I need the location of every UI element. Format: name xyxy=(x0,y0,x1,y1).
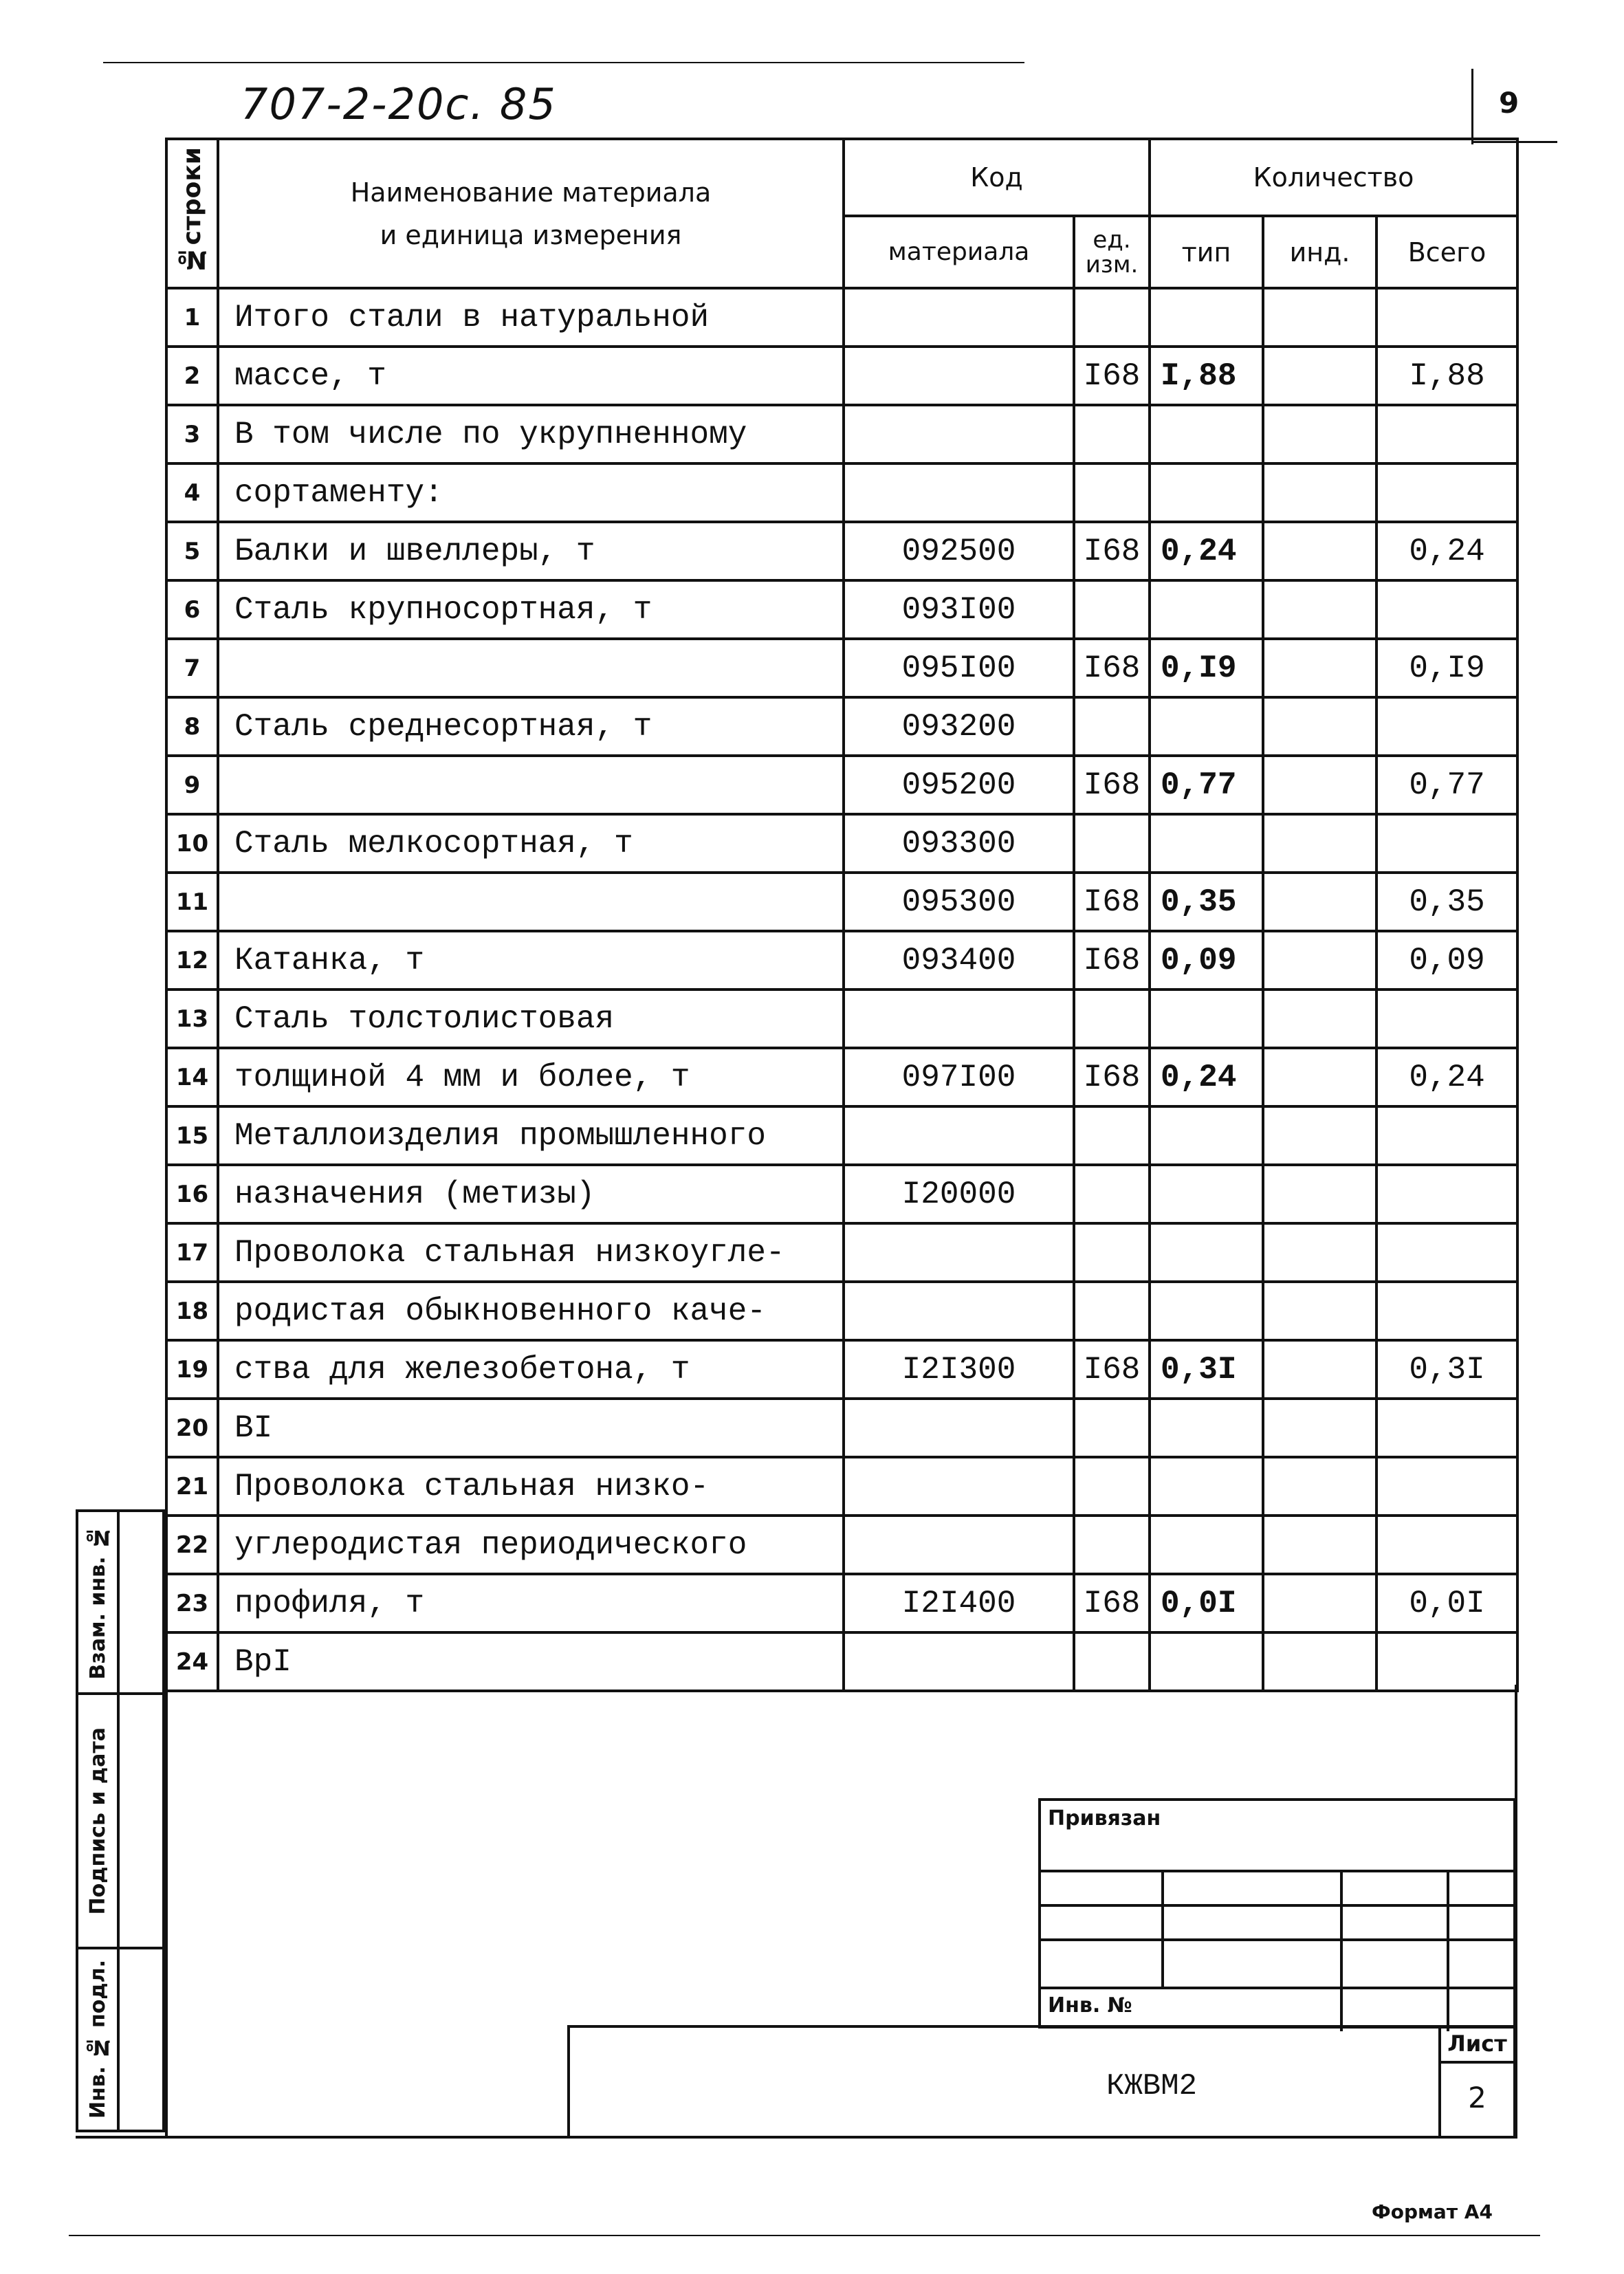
quantity-typ-cell: 0,35 xyxy=(1150,873,1263,931)
row-number-cell: 22 xyxy=(166,1516,218,1574)
margin-label-podpis: Подпись и дата xyxy=(85,1727,110,1915)
table-row xyxy=(166,463,1517,522)
unit-code-cell: I68 xyxy=(1074,347,1150,405)
quantity-total-cell xyxy=(1376,990,1517,1048)
row-number-cell: 21 xyxy=(166,1457,218,1516)
margin-label-inv-podl: Инв. № подл. xyxy=(85,1960,110,2119)
material-code-cell xyxy=(844,1516,1074,1574)
unit-code-cell xyxy=(1074,1516,1150,1574)
quantity-total-cell xyxy=(1376,1457,1517,1516)
quantity-total-cell xyxy=(1376,405,1517,463)
material-name-cell: профиля, т xyxy=(218,1574,844,1632)
quantity-typ-cell xyxy=(1150,463,1263,522)
row-number-cell: 13 xyxy=(166,990,218,1048)
quantity-total-cell xyxy=(1376,697,1517,756)
material-code-cell xyxy=(844,1457,1074,1516)
material-name-cell: ства для железобетона, т xyxy=(218,1340,844,1399)
material-code-cell xyxy=(844,990,1074,1048)
row-number-cell: 20 xyxy=(166,1399,218,1457)
table-row xyxy=(166,1516,1517,1574)
materials-table xyxy=(165,138,1519,1692)
unit-code-cell xyxy=(1074,405,1150,463)
material-name-cell xyxy=(218,639,844,697)
table-row xyxy=(166,1632,1517,1691)
table-row xyxy=(166,639,1517,697)
material-code-cell: I2I400 xyxy=(844,1574,1074,1632)
sheet-number: 2 xyxy=(1468,2081,1486,2114)
material-name-cell: Итого стали в натуральной xyxy=(218,288,844,347)
quantity-ind-cell xyxy=(1263,1223,1376,1282)
quantity-ind-cell xyxy=(1263,639,1376,697)
header-unit: ед. изм. xyxy=(1074,216,1150,288)
material-code-cell: 092500 xyxy=(844,522,1074,580)
inv-number-label: Инв. № xyxy=(1048,1993,1132,2018)
row-number-cell: 16 xyxy=(166,1165,218,1223)
row-number-cell: 2 xyxy=(166,347,218,405)
unit-code-cell: I68 xyxy=(1074,639,1150,697)
quantity-ind-cell xyxy=(1263,1340,1376,1399)
quantity-typ-cell xyxy=(1150,580,1263,639)
material-code-cell: 093400 xyxy=(844,931,1074,990)
row-number-cell: 17 xyxy=(166,1223,218,1282)
quantity-total-cell: 0,09 xyxy=(1376,931,1517,990)
row-number-cell: 1 xyxy=(166,288,218,347)
material-name-cell xyxy=(218,756,844,814)
quantity-typ-cell: 0,I9 xyxy=(1150,639,1263,697)
quantity-ind-cell xyxy=(1263,697,1376,756)
unit-code-cell xyxy=(1074,1632,1150,1691)
material-name-cell: назначения (метизы) xyxy=(218,1165,844,1223)
quantity-total-cell xyxy=(1376,1223,1517,1282)
row-number-cell: 6 xyxy=(166,580,218,639)
privyazan-rule-3 xyxy=(1041,1938,1513,1941)
title-stamp xyxy=(567,2025,1516,2139)
quantity-typ-cell xyxy=(1150,990,1263,1048)
quantity-total-cell: I,88 xyxy=(1376,347,1517,405)
header-quantity-group: Количество xyxy=(1150,139,1517,216)
document-number: 707-2-20c. 85 xyxy=(241,79,557,129)
material-name-cell: Проволока стальная низкоугле- xyxy=(218,1223,844,1282)
material-name-cell: углеродистая периодического xyxy=(218,1516,844,1574)
material-name-cell: Балки и швеллеры, т xyxy=(218,522,844,580)
unit-code-cell xyxy=(1074,1223,1150,1282)
quantity-total-cell xyxy=(1376,288,1517,347)
unit-code-cell: I68 xyxy=(1074,873,1150,931)
material-code-cell xyxy=(844,1106,1074,1165)
quantity-total-cell xyxy=(1376,1282,1517,1340)
row-number-cell: 10 xyxy=(166,814,218,873)
privyazan-rule-1 xyxy=(1041,1870,1513,1872)
table-row xyxy=(166,990,1517,1048)
table-row xyxy=(166,347,1517,405)
table-row xyxy=(166,873,1517,931)
sheet-corner-number: 9 xyxy=(1499,86,1519,120)
quantity-typ-cell: 0,77 xyxy=(1150,756,1263,814)
quantity-ind-cell xyxy=(1263,990,1376,1048)
material-name-cell: Сталь толстолистовая xyxy=(218,990,844,1048)
quantity-ind-cell xyxy=(1263,1399,1376,1457)
unit-code-cell xyxy=(1074,1282,1150,1340)
material-name-cell: Проволока стальная низко- xyxy=(218,1457,844,1516)
privyazan-col-3 xyxy=(1447,1870,1449,2031)
quantity-total-cell: 0,3I xyxy=(1376,1340,1517,1399)
row-number-cell: 12 xyxy=(166,931,218,990)
row-number-cell: 23 xyxy=(166,1574,218,1632)
material-name-cell xyxy=(218,873,844,931)
unit-code-cell xyxy=(1074,990,1150,1048)
material-code-cell: 095300 xyxy=(844,873,1074,931)
row-number-cell: 5 xyxy=(166,522,218,580)
quantity-typ-cell: 0,09 xyxy=(1150,931,1263,990)
bottom-page-line xyxy=(69,2235,1540,2236)
material-code-cell xyxy=(844,405,1074,463)
quantity-ind-cell xyxy=(1263,580,1376,639)
table-row xyxy=(166,1048,1517,1106)
unit-code-cell xyxy=(1074,1106,1150,1165)
quantity-typ-cell: I,88 xyxy=(1150,347,1263,405)
material-code-cell xyxy=(844,288,1074,347)
quantity-ind-cell xyxy=(1263,814,1376,873)
margin-label-vzam: Взам. инв. № xyxy=(85,1524,110,1680)
unit-code-cell xyxy=(1074,1165,1150,1223)
quantity-ind-cell xyxy=(1263,756,1376,814)
quantity-total-cell xyxy=(1376,1106,1517,1165)
unit-code-cell: I68 xyxy=(1074,522,1150,580)
material-code-cell xyxy=(844,463,1074,522)
row-number-cell: 19 xyxy=(166,1340,218,1399)
table-row xyxy=(166,1340,1517,1399)
format-label: Формат А4 xyxy=(1372,2200,1493,2223)
margin-cell-vzam xyxy=(76,1509,165,1695)
quantity-ind-cell xyxy=(1263,347,1376,405)
quantity-ind-cell xyxy=(1263,931,1376,990)
row-number-cell: 7 xyxy=(166,639,218,697)
quantity-total-cell: 0,I9 xyxy=(1376,639,1517,697)
table-row xyxy=(166,1574,1517,1632)
table-row xyxy=(166,405,1517,463)
header-material: материала xyxy=(844,216,1074,288)
header-code-group: Код xyxy=(844,139,1150,216)
material-name-cell: родистая обыкновенного каче- xyxy=(218,1282,844,1340)
privyazan-rule-4 xyxy=(1041,1987,1513,1989)
quantity-total-cell xyxy=(1376,814,1517,873)
quantity-typ-cell xyxy=(1150,1282,1263,1340)
corner-divider xyxy=(1471,69,1473,144)
margin-cell-podpis xyxy=(76,1692,165,1949)
frame-bottom-line xyxy=(76,2136,571,2139)
table-row xyxy=(166,1106,1517,1165)
left-binding-margin xyxy=(76,1509,165,2128)
quantity-ind-cell xyxy=(1263,522,1376,580)
quantity-total-cell xyxy=(1376,1165,1517,1223)
unit-code-cell: I68 xyxy=(1074,1574,1150,1632)
material-code-cell: 093I00 xyxy=(844,580,1074,639)
quantity-ind-cell xyxy=(1263,1165,1376,1223)
table-row xyxy=(166,814,1517,873)
table-row xyxy=(166,931,1517,990)
privyazan-col-2 xyxy=(1340,1870,1343,2031)
quantity-typ-cell xyxy=(1150,1457,1263,1516)
quantity-typ-cell xyxy=(1150,814,1263,873)
top-border-line xyxy=(103,62,1024,63)
quantity-ind-cell xyxy=(1263,873,1376,931)
quantity-ind-cell xyxy=(1263,1282,1376,1340)
quantity-typ-cell: 0,0I xyxy=(1150,1574,1263,1632)
sheet-label: Лист xyxy=(1441,2028,1513,2064)
material-code-cell: 093200 xyxy=(844,697,1074,756)
quantity-typ-cell xyxy=(1150,405,1263,463)
quantity-ind-cell xyxy=(1263,1457,1376,1516)
quantity-typ-cell xyxy=(1150,697,1263,756)
quantity-total-cell: 0,0I xyxy=(1376,1574,1517,1632)
row-number-cell: 18 xyxy=(166,1282,218,1340)
material-name-cell: BpI xyxy=(218,1632,844,1691)
quantity-typ-cell xyxy=(1150,1516,1263,1574)
row-number-cell: 15 xyxy=(166,1106,218,1165)
material-code-cell xyxy=(844,1632,1074,1691)
material-code-cell xyxy=(844,1399,1074,1457)
sheet-box xyxy=(1438,2028,1513,2136)
quantity-total-cell: 0,35 xyxy=(1376,873,1517,931)
material-code-cell xyxy=(844,1223,1074,1282)
margin-cell-inv-podl xyxy=(76,1947,165,2132)
material-name-cell: Сталь среднесортная, т xyxy=(218,697,844,756)
material-code-cell xyxy=(844,347,1074,405)
row-number-cell: 8 xyxy=(166,697,218,756)
quantity-ind-cell xyxy=(1263,463,1376,522)
material-code-cell xyxy=(844,1282,1074,1340)
row-number-cell: 14 xyxy=(166,1048,218,1106)
row-number-cell: 24 xyxy=(166,1632,218,1691)
quantity-ind-cell xyxy=(1263,405,1376,463)
quantity-typ-cell xyxy=(1150,1632,1263,1691)
unit-code-cell xyxy=(1074,1399,1150,1457)
quantity-typ-cell: 0,24 xyxy=(1150,522,1263,580)
material-code-cell: I20000 xyxy=(844,1165,1074,1223)
quantity-total-cell xyxy=(1376,1399,1517,1457)
unit-code-cell: I68 xyxy=(1074,931,1150,990)
unit-code-cell xyxy=(1074,580,1150,639)
quantity-ind-cell xyxy=(1263,1516,1376,1574)
quantity-typ-cell xyxy=(1150,1165,1263,1223)
unit-code-cell xyxy=(1074,463,1150,522)
table-row xyxy=(166,1457,1517,1516)
unit-code-cell xyxy=(1074,288,1150,347)
privyazan-rule-2 xyxy=(1041,1904,1513,1907)
table-row xyxy=(166,580,1517,639)
frame-left-line xyxy=(165,1685,168,2139)
materials-table-body xyxy=(166,288,1517,1691)
quantity-total-cell: 0,24 xyxy=(1376,522,1517,580)
material-code-cell: 097I00 xyxy=(844,1048,1074,1106)
material-code-cell: 093300 xyxy=(844,814,1074,873)
quantity-ind-cell xyxy=(1263,1048,1376,1106)
table-row xyxy=(166,1223,1517,1282)
quantity-total-cell: 0,24 xyxy=(1376,1048,1517,1106)
quantity-total-cell xyxy=(1376,463,1517,522)
privyazan-label: Привязан xyxy=(1048,1806,1161,1830)
material-name-cell: Металлоизделия промышленного xyxy=(218,1106,844,1165)
quantity-total-cell: 0,77 xyxy=(1376,756,1517,814)
row-number-cell: 11 xyxy=(166,873,218,931)
unit-code-cell xyxy=(1074,814,1150,873)
quantity-ind-cell xyxy=(1263,288,1376,347)
drawing-code: КЖВМ2 xyxy=(1106,2069,1198,2103)
header-total: Всего xyxy=(1376,216,1517,288)
quantity-total-cell xyxy=(1376,580,1517,639)
material-name-cell: BI xyxy=(218,1399,844,1457)
quantity-ind-cell xyxy=(1263,1632,1376,1691)
unit-code-cell xyxy=(1074,697,1150,756)
header-typ: тип xyxy=(1150,216,1263,288)
material-name-cell: сортаменту: xyxy=(218,463,844,522)
unit-code-cell: I68 xyxy=(1074,1048,1150,1106)
quantity-total-cell xyxy=(1376,1632,1517,1691)
material-name-cell: В том числе по укрупненному xyxy=(218,405,844,463)
material-code-cell: I2I300 xyxy=(844,1340,1074,1399)
quantity-typ-cell xyxy=(1150,1106,1263,1165)
unit-code-cell: I68 xyxy=(1074,756,1150,814)
quantity-typ-cell: 0,3I xyxy=(1150,1340,1263,1399)
quantity-total-cell xyxy=(1376,1516,1517,1574)
table-row xyxy=(166,1282,1517,1340)
table-row xyxy=(166,288,1517,347)
material-code-cell: 095200 xyxy=(844,756,1074,814)
row-number-cell: 3 xyxy=(166,405,218,463)
quantity-typ-cell: 0,24 xyxy=(1150,1048,1263,1106)
privyazan-block xyxy=(1038,1798,1516,2029)
row-number-cell: 9 xyxy=(166,756,218,814)
quantity-typ-cell xyxy=(1150,288,1263,347)
unit-code-cell: I68 xyxy=(1074,1340,1150,1399)
unit-code-cell xyxy=(1074,1457,1150,1516)
material-name-cell: Сталь мелкосортная, т xyxy=(218,814,844,873)
header-ind: инд. xyxy=(1263,216,1376,288)
table-row xyxy=(166,1165,1517,1223)
row-number-cell: 4 xyxy=(166,463,218,522)
table-row xyxy=(166,1399,1517,1457)
privyazan-col-1 xyxy=(1161,1870,1164,1987)
table-row xyxy=(166,756,1517,814)
header-name: Наименование материала и единица измерения xyxy=(218,139,844,288)
quantity-ind-cell xyxy=(1263,1574,1376,1632)
table-row xyxy=(166,697,1517,756)
material-name-cell: массе, т xyxy=(218,347,844,405)
header-row-num: №строки xyxy=(166,139,218,288)
material-name-cell: Катанка, т xyxy=(218,931,844,990)
material-code-cell: 095I00 xyxy=(844,639,1074,697)
table-row xyxy=(166,522,1517,580)
material-name-cell: Сталь крупносортная, т xyxy=(218,580,844,639)
quantity-typ-cell xyxy=(1150,1399,1263,1457)
quantity-typ-cell xyxy=(1150,1223,1263,1282)
material-name-cell: толщиной 4 мм и более, т xyxy=(218,1048,844,1106)
quantity-ind-cell xyxy=(1263,1106,1376,1165)
